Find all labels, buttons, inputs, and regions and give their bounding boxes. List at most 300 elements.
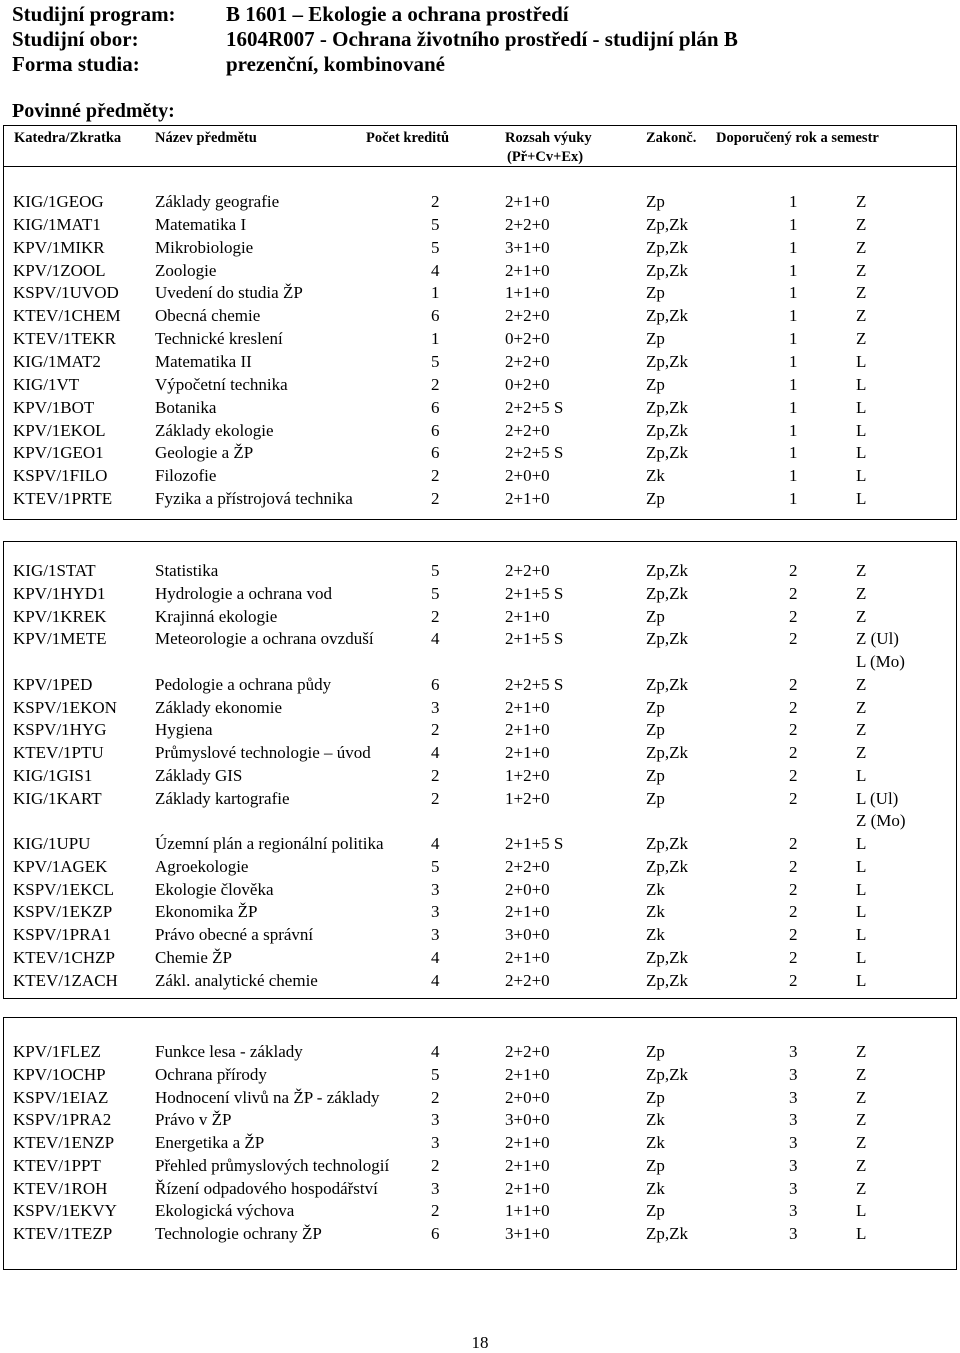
semester: L xyxy=(856,397,867,417)
semester: Z xyxy=(856,1064,867,1084)
subject-code: KIG/1GIS1 xyxy=(13,765,93,785)
subject-name: Botanika xyxy=(155,397,217,417)
semester: L xyxy=(856,925,867,944)
teaching-range: 3+0+0 xyxy=(505,1110,550,1130)
year: 2 xyxy=(789,788,798,808)
subject-name: Krajinná ekologie xyxy=(155,606,278,626)
table-row xyxy=(0,1108,960,1131)
subject-name: Pedologie a ochrana půdy xyxy=(155,674,332,694)
completion: Zk xyxy=(646,466,665,486)
subject-code: KSPV/1EKCL xyxy=(13,879,115,899)
subject-code: KIG/1MAT2 xyxy=(13,351,101,371)
completion: Zp,Zk xyxy=(646,260,689,280)
teaching-range: 2+2+0 xyxy=(505,1042,550,1061)
subject-name: Hodnocení vlivů na ŽP - základy xyxy=(155,1087,380,1107)
completion: Zk xyxy=(646,1133,665,1152)
year: 2 xyxy=(789,947,798,967)
col-nazev: Název předmětu xyxy=(155,130,257,146)
subject-code: KTEV/1PPT xyxy=(13,1155,101,1175)
obor-label: Studijní obor: xyxy=(12,27,139,51)
teaching-range: 3+1+0 xyxy=(505,237,550,257)
table-row xyxy=(0,1040,960,1063)
semester: L xyxy=(856,443,867,463)
teaching-range: 3+1+0 xyxy=(505,1224,550,1243)
semester: Z xyxy=(856,1155,867,1175)
col-zakonceni: Zakonč. xyxy=(646,130,697,146)
completion: Zp xyxy=(646,374,665,394)
subject-code: KSPV/1EKVY xyxy=(13,1201,117,1221)
year: 1 xyxy=(789,306,798,326)
subject-name: Zoologie xyxy=(155,260,217,280)
credits: 2 xyxy=(431,1087,440,1107)
year: 1 xyxy=(789,443,798,463)
table-row xyxy=(0,650,960,673)
subject-code: KTEV/1ROH xyxy=(13,1178,108,1198)
subject-code: KPV/1BOT xyxy=(13,397,95,417)
completion: Zp xyxy=(646,606,665,626)
teaching-range: 2+2+0 xyxy=(505,420,550,440)
subject-name: Územní plán a regionální politika xyxy=(155,834,384,853)
semester: Z xyxy=(856,1087,867,1107)
subject-name: Technologie ochrany ŽP xyxy=(155,1224,322,1243)
teaching-range: 2+2+0 xyxy=(505,306,550,326)
semester: L xyxy=(856,1201,867,1221)
year: 2 xyxy=(789,765,798,785)
credits: 6 xyxy=(431,674,440,694)
completion: Zp,Zk xyxy=(646,1224,689,1243)
completion: Zp xyxy=(646,788,665,808)
completion: Zp,Zk xyxy=(646,420,689,440)
credits: 5 xyxy=(431,237,440,257)
year: 3 xyxy=(789,1178,798,1198)
completion: Zp xyxy=(646,1042,665,1061)
teaching-range: 2+1+0 xyxy=(505,1155,550,1175)
subject-name: Ekologie člověka xyxy=(155,879,274,899)
semester: L xyxy=(856,947,867,967)
table-row xyxy=(0,190,960,213)
semester: L xyxy=(856,489,867,509)
table-row xyxy=(0,832,960,855)
credits: 6 xyxy=(431,420,440,440)
semester: Z xyxy=(856,697,867,717)
subject-name: Technické kreslení xyxy=(155,329,283,349)
teaching-range: 2+1+0 xyxy=(505,720,550,740)
year: 2 xyxy=(789,697,798,717)
semester: Z xyxy=(856,260,867,280)
subject-name: Obecná chemie xyxy=(155,306,261,326)
semester: Z xyxy=(856,1133,867,1152)
subject-code: KPV/1FLEZ xyxy=(13,1042,101,1061)
subject-code: KSPV/1FILO xyxy=(13,466,108,486)
subject-name: Energetika a ŽP xyxy=(155,1133,265,1152)
teaching-range: 2+0+0 xyxy=(505,1087,550,1107)
teaching-range: 2+1+5 S xyxy=(505,583,564,603)
semester: Z xyxy=(856,306,867,326)
teaching-range: 2+1+0 xyxy=(505,192,550,211)
year: 1 xyxy=(789,374,798,394)
table-row xyxy=(0,1063,960,1086)
year: 1 xyxy=(789,397,798,417)
semester: L xyxy=(856,374,867,394)
teaching-range: 2+2+0 xyxy=(505,214,550,234)
year: 3 xyxy=(789,1224,798,1243)
credits: 6 xyxy=(431,397,440,417)
completion: Zp,Zk xyxy=(646,561,689,580)
credits: 2 xyxy=(431,192,440,211)
completion: Zp xyxy=(646,283,665,303)
teaching-range: 2+1+0 xyxy=(505,260,550,280)
credits: 2 xyxy=(431,1201,440,1221)
credits: 2 xyxy=(431,489,440,509)
credits: 4 xyxy=(431,743,440,762)
year: 3 xyxy=(789,1064,798,1084)
semester: L xyxy=(856,834,867,853)
subject-code: KTEV/1TEZP xyxy=(13,1224,113,1243)
subject-code: KPV/1AGEK xyxy=(13,856,108,876)
semester: L xyxy=(856,351,867,371)
semester: Z (Mo) xyxy=(856,811,906,831)
teaching-range: 2+2+5 S xyxy=(505,674,564,694)
teaching-range: 2+1+0 xyxy=(505,743,550,762)
subject-name: Statistika xyxy=(155,561,219,580)
year: 1 xyxy=(789,283,798,303)
completion: Zk xyxy=(646,902,665,922)
year: 1 xyxy=(789,214,798,234)
table-row xyxy=(0,419,960,442)
section-title: Povinné předměty: xyxy=(12,100,175,122)
semester: Z xyxy=(856,1042,867,1061)
teaching-range: 0+2+0 xyxy=(505,374,550,394)
subject-code: KPV/1GEO1 xyxy=(13,443,104,463)
teaching-range: 2+1+0 xyxy=(505,1064,550,1084)
year: 1 xyxy=(789,489,798,509)
subject-name: Hygiena xyxy=(155,720,213,740)
page-number: 18 xyxy=(471,1333,489,1352)
table-row xyxy=(0,304,960,327)
teaching-range: 2+1+5 S xyxy=(505,629,564,649)
teaching-range: 2+2+0 xyxy=(505,561,550,580)
credits: 4 xyxy=(431,260,440,280)
semester: L xyxy=(856,902,867,922)
subject-code: KSPV/1EKZP xyxy=(13,902,113,922)
table-row xyxy=(0,718,960,741)
subject-name: Mikrobiologie xyxy=(155,237,254,257)
teaching-range: 2+2+5 S xyxy=(505,443,564,463)
subject-code: KSPV/1PRA1 xyxy=(13,925,112,944)
credits: 5 xyxy=(431,214,440,234)
teaching-range: 2+1+0 xyxy=(505,1133,550,1152)
subject-code: KIG/1STAT xyxy=(13,561,96,580)
credits: 2 xyxy=(431,1155,440,1175)
semester: Z xyxy=(856,329,867,349)
semester: Z (Ul) xyxy=(856,629,899,649)
subject-code: KTEV/1PRTE xyxy=(13,489,113,509)
subject-name: Chemie ŽP xyxy=(155,947,232,967)
subject-code: KPV/1PED xyxy=(13,674,93,694)
semester: Z xyxy=(856,561,867,580)
teaching-range: 2+1+0 xyxy=(505,489,550,509)
year: 1 xyxy=(789,466,798,486)
credits: 3 xyxy=(431,1133,440,1152)
completion: Zp,Zk xyxy=(646,214,689,234)
table-row xyxy=(0,741,960,764)
semester: Z xyxy=(856,1110,867,1130)
table-row xyxy=(0,764,960,787)
completion: Zp,Zk xyxy=(646,397,689,417)
credits: 1 xyxy=(431,283,440,303)
credits: 3 xyxy=(431,1178,440,1198)
teaching-range: 1+2+0 xyxy=(505,765,550,785)
table-row xyxy=(0,969,960,992)
completion: Zp,Zk xyxy=(646,351,689,371)
subject-code: KTEV/1CHEM xyxy=(13,306,121,326)
table-row xyxy=(0,696,960,719)
subject-name: Filozofie xyxy=(155,466,217,486)
teaching-range: 2+1+0 xyxy=(505,1178,550,1198)
teaching-range: 3+0+0 xyxy=(505,925,550,944)
credits: 4 xyxy=(431,1042,440,1061)
year: 2 xyxy=(789,583,798,603)
semester: L xyxy=(856,970,867,990)
subject-name: Základy ekologie xyxy=(155,420,274,440)
subject-name: Právo obecné a správní xyxy=(155,925,314,944)
credits: 2 xyxy=(431,788,440,808)
obor-value: 1604R007 - Ochrana životního prostředí - studijní plán B xyxy=(226,27,738,51)
credits: 6 xyxy=(431,443,440,463)
year: 3 xyxy=(789,1155,798,1175)
subject-code: KTEV/1PTU xyxy=(13,743,104,762)
subject-name: Geologie a ŽP xyxy=(155,443,254,463)
semester: Z xyxy=(856,720,867,740)
forma-value: prezenční, kombinované xyxy=(226,52,445,76)
completion: Zp xyxy=(646,765,665,785)
year: 1 xyxy=(789,260,798,280)
subject-name: Základy kartografie xyxy=(155,788,290,808)
completion: Zp xyxy=(646,192,665,211)
semester: Z xyxy=(856,237,867,257)
credits: 2 xyxy=(431,606,440,626)
completion: Zp,Zk xyxy=(646,970,689,990)
table-row xyxy=(0,946,960,969)
completion: Zk xyxy=(646,925,665,944)
credits: 2 xyxy=(431,374,440,394)
col-rozsah-sub: (Př+Cv+Ex) xyxy=(507,149,584,165)
table-row xyxy=(0,1131,960,1154)
table-row xyxy=(0,673,960,696)
table-row xyxy=(0,627,960,650)
subject-code: KTEV/1TEKR xyxy=(13,329,116,349)
credits: 5 xyxy=(431,351,440,371)
completion: Zp xyxy=(646,1155,665,1175)
subject-code: KSPV/1PRA2 xyxy=(13,1110,112,1130)
completion: Zp,Zk xyxy=(646,743,689,762)
table-row xyxy=(0,855,960,878)
completion: Zp,Zk xyxy=(646,237,689,257)
subject-code: KPV/1OCHP xyxy=(13,1064,106,1084)
semester: Z xyxy=(856,214,867,234)
completion: Zp,Zk xyxy=(646,834,689,853)
completion: Zk xyxy=(646,1110,665,1130)
credits: 4 xyxy=(431,947,440,967)
subject-name: Přehled průmyslových technologií xyxy=(155,1155,390,1175)
semester: Z xyxy=(856,283,867,303)
teaching-range: 2+0+0 xyxy=(505,466,550,486)
completion: Zk xyxy=(646,1178,665,1198)
table-row xyxy=(0,923,960,946)
subject-name: Fyzika a přístrojová technika xyxy=(155,489,353,509)
table-row xyxy=(0,1154,960,1177)
col-kredity: Počet kreditů xyxy=(366,130,450,146)
table-row xyxy=(0,809,960,832)
table-row xyxy=(0,1199,960,1222)
credits: 1 xyxy=(431,329,440,349)
subject-name: Meteorologie a ochrana ovzduší xyxy=(155,629,374,649)
semester: Z xyxy=(856,606,867,626)
col-rozsah: Rozsah výuky xyxy=(505,130,592,146)
subject-code: KTEV/1ZACH xyxy=(13,970,118,990)
year: 2 xyxy=(789,925,798,944)
completion: Zp,Zk xyxy=(646,583,689,603)
credits: 5 xyxy=(431,1064,440,1084)
subject-name: Ekologická výchova xyxy=(155,1201,295,1221)
table-row xyxy=(0,487,960,510)
year: 3 xyxy=(789,1133,798,1152)
subject-name: Agroekologie xyxy=(155,856,249,876)
year: 2 xyxy=(789,561,798,580)
subject-code: KSPV/1EIAZ xyxy=(13,1087,109,1107)
semester: Z xyxy=(856,1178,867,1198)
table-row xyxy=(0,878,960,901)
semester: L xyxy=(856,420,867,440)
semester: L xyxy=(856,1224,867,1243)
year: 2 xyxy=(789,856,798,876)
year: 2 xyxy=(789,720,798,740)
year: 3 xyxy=(789,1042,798,1061)
completion: Zp xyxy=(646,329,665,349)
semester: L xyxy=(856,879,867,899)
subject-code: KIG/1VT xyxy=(13,374,80,394)
subject-name: Matematika I xyxy=(155,214,247,234)
year: 2 xyxy=(789,834,798,853)
teaching-range: 2+2+0 xyxy=(505,351,550,371)
credits: 2 xyxy=(431,466,440,486)
semester: Z xyxy=(856,674,867,694)
subject-name: Ekonomika ŽP xyxy=(155,902,258,922)
table-row xyxy=(0,441,960,464)
table-row xyxy=(0,327,960,350)
subject-name: Funkce lesa - základy xyxy=(155,1042,303,1061)
teaching-range: 2+1+0 xyxy=(505,606,550,626)
subject-name: Výpočetní technika xyxy=(155,374,288,394)
credits: 2 xyxy=(431,720,440,740)
subject-name: Právo v ŽP xyxy=(155,1110,232,1130)
subject-code: KPV/1METE xyxy=(13,629,107,649)
credits: 3 xyxy=(431,879,440,899)
credits: 6 xyxy=(431,306,440,326)
subject-name: Řízení odpadového hospodářství xyxy=(155,1178,378,1198)
subject-name: Ochrana přírody xyxy=(155,1064,267,1084)
subject-code: KSPV/1UVOD xyxy=(13,283,119,303)
completion: Zp xyxy=(646,489,665,509)
teaching-range: 0+2+0 xyxy=(505,329,550,349)
year: 2 xyxy=(789,879,798,899)
table-row xyxy=(0,1086,960,1109)
subject-name: Hydrologie a ochrana vod xyxy=(155,583,333,603)
semester: Z xyxy=(856,743,867,762)
col-katedra: Katedra/Zkratka xyxy=(14,130,122,146)
teaching-range: 2+2+0 xyxy=(505,970,550,990)
year: 2 xyxy=(789,606,798,626)
completion: Zp,Zk xyxy=(646,629,689,649)
subject-name: Základy geografie xyxy=(155,192,280,211)
completion: Zk xyxy=(646,879,665,899)
semester: L (Mo) xyxy=(856,652,905,671)
semester: L xyxy=(856,765,867,785)
subject-code: KIG/1MAT1 xyxy=(13,214,101,234)
subject-code: KIG/1KART xyxy=(13,788,102,808)
year: 1 xyxy=(789,237,798,257)
table-row xyxy=(0,1177,960,1200)
subject-code: KPV/1ZOOL xyxy=(13,260,106,280)
program-label: Studijní program: xyxy=(12,2,176,26)
subject-name: Zákl. analytické chemie xyxy=(155,970,318,990)
col-doporuceny-rok: Doporučený rok a semestr xyxy=(716,130,879,146)
teaching-range: 2+1+0 xyxy=(505,947,550,967)
completion: Zp,Zk xyxy=(646,674,689,694)
teaching-range: 2+2+0 xyxy=(505,856,550,876)
table-row xyxy=(0,350,960,373)
subject-name: Matematika II xyxy=(155,351,252,371)
year: 1 xyxy=(789,351,798,371)
subject-code: KSPV/1EKON xyxy=(13,697,117,717)
table-row xyxy=(0,559,960,582)
subject-code: KTEV/1CHZP xyxy=(13,947,115,967)
credits: 2 xyxy=(431,765,440,785)
completion: Zp,Zk xyxy=(646,947,689,967)
completion: Zp xyxy=(646,1201,665,1221)
table-row xyxy=(0,900,960,923)
teaching-range: 1+2+0 xyxy=(505,788,550,808)
table-row xyxy=(0,213,960,236)
year: 1 xyxy=(789,329,798,349)
subject-code: KPV/1HYD1 xyxy=(13,583,106,603)
credits: 3 xyxy=(431,925,440,944)
credits: 3 xyxy=(431,902,440,922)
table-row xyxy=(0,464,960,487)
year: 2 xyxy=(789,970,798,990)
subject-code: KSPV/1HYG xyxy=(13,720,107,740)
semester: Z xyxy=(856,583,867,603)
table-row xyxy=(0,582,960,605)
credits: 5 xyxy=(431,583,440,603)
subject-name: Uvedení do studia ŽP xyxy=(155,283,303,303)
year: 1 xyxy=(789,420,798,440)
completion: Zp xyxy=(646,697,665,717)
year: 3 xyxy=(789,1110,798,1130)
credits: 4 xyxy=(431,970,440,990)
year: 2 xyxy=(789,902,798,922)
year: 3 xyxy=(789,1087,798,1107)
credits: 3 xyxy=(431,1110,440,1130)
year: 1 xyxy=(789,192,798,211)
year: 3 xyxy=(789,1201,798,1221)
completion: Zp xyxy=(646,1087,665,1107)
year: 2 xyxy=(789,674,798,694)
subject-code: KPV/1MIKR xyxy=(13,237,105,257)
table-row xyxy=(0,396,960,419)
subject-name: Základy GIS xyxy=(155,765,243,785)
teaching-range: 2+1+0 xyxy=(505,902,550,922)
